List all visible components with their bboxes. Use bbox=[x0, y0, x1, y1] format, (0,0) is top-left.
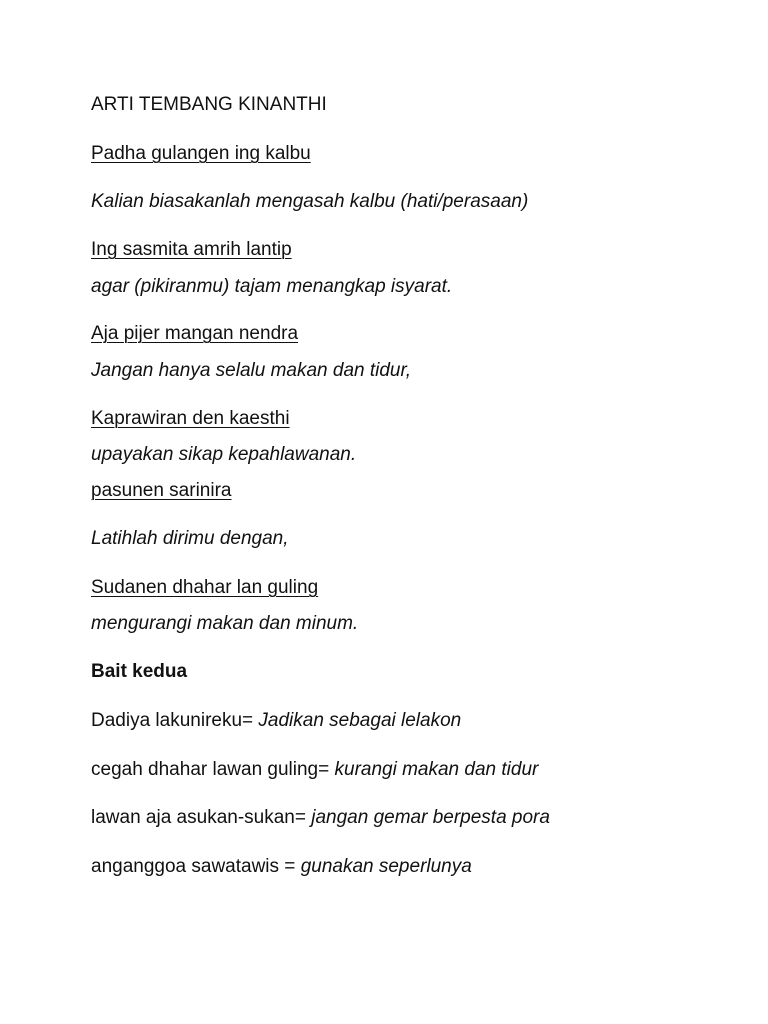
document-title: ARTI TEMBANG KINANTHI bbox=[91, 94, 327, 115]
verse-6-translation: mengurangi makan dan minum. bbox=[91, 613, 359, 634]
pair-translation: jangan gemar berpesta pora bbox=[305, 807, 550, 828]
verse-1-translation: Kalian biasakanlah mengasah kalbu (hati/perasaan) bbox=[91, 191, 529, 212]
pair-line bbox=[91, 709, 461, 733]
pair-line bbox=[91, 806, 550, 830]
verse-3-translation: Jangan hanya selalu makan dan tidur, bbox=[91, 360, 412, 381]
pair-line bbox=[91, 855, 472, 879]
pair-translation: Jadikan sebagai lelakon bbox=[253, 710, 462, 731]
pair-translation: gunakan seperlunya bbox=[300, 856, 472, 877]
verse-2-translation: agar (pikiranmu) tajam menangkap isyarat. bbox=[91, 276, 453, 297]
verse-5-javanese: pasunen sarinira bbox=[91, 480, 232, 501]
pair-javanese: Dadiya lakunireku= bbox=[91, 710, 254, 731]
pair-line bbox=[91, 758, 538, 782]
verse-2-javanese: Ing sasmita amrih lantip bbox=[91, 239, 292, 260]
verse-5-translation: Latihlah dirimu dengan, bbox=[91, 528, 289, 549]
pair-javanese: anganggoa sawatawis = bbox=[91, 856, 301, 877]
pair-translation: kurangi makan dan tidur bbox=[329, 759, 539, 780]
verse-6-javanese: Sudanen dhahar lan guling bbox=[91, 577, 319, 598]
verse-4-translation: upayakan sikap kepahlawanan. bbox=[91, 444, 357, 465]
pair-javanese: cegah dhahar lawan guling= bbox=[91, 759, 330, 780]
verse-1-javanese: Padha gulangen ing kalbu bbox=[91, 143, 311, 164]
pair-javanese: lawan aja asukan-sukan= bbox=[91, 807, 306, 828]
section-heading: Bait kedua bbox=[91, 661, 188, 682]
verse-3-javanese: Aja pijer mangan nendra bbox=[91, 323, 299, 344]
verse-4-javanese: Kaprawiran den kaesthi bbox=[91, 408, 290, 429]
